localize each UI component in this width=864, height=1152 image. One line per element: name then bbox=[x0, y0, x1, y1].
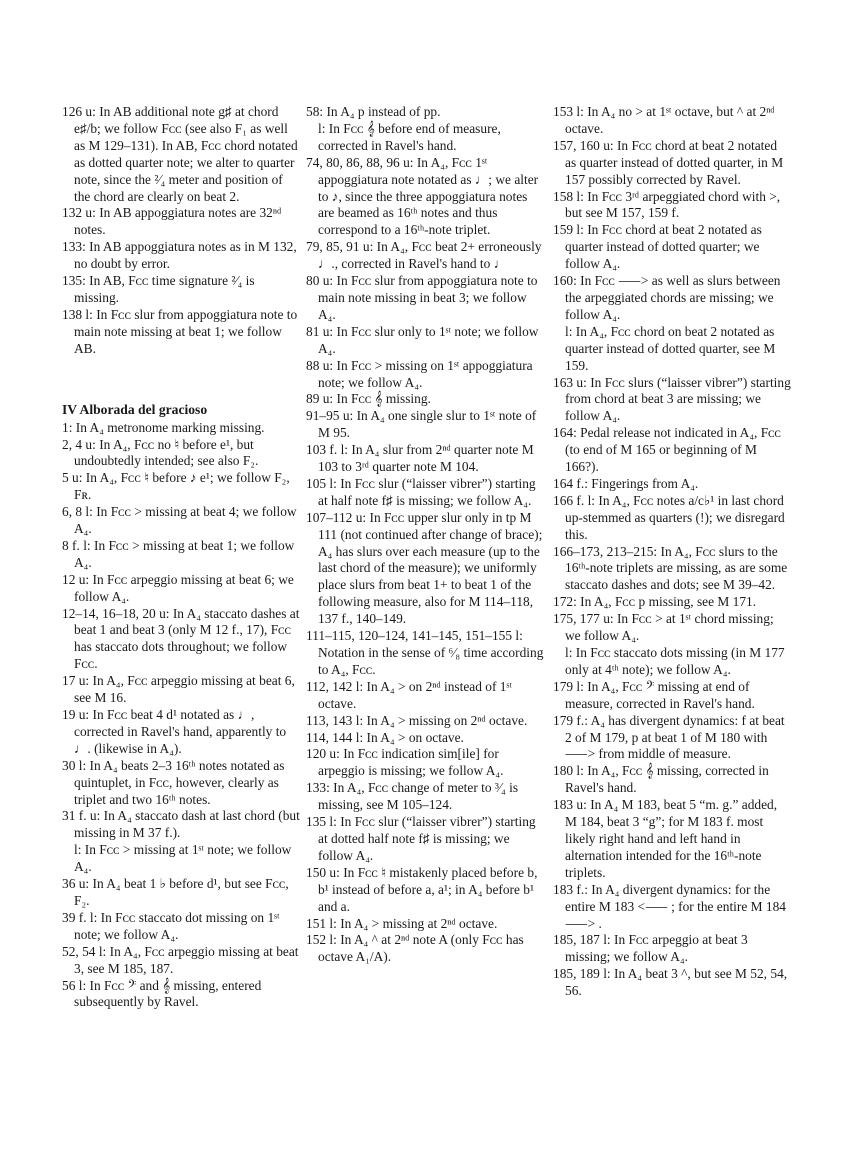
note-entry-continuation: l: In A₄, Fᴄᴄ chord on beat 2 notated as quarter instead of dotted quarter, see M 159. bbox=[565, 323, 776, 373]
note-entry: 166–173, 213–215: In A₄, Fᴄᴄ slurs to the 16ᵗʰ-note triplets are missing, as are some staccato dashes and dots; see M 39–42. bbox=[553, 543, 788, 593]
note-entry: 12–14, 16–18, 20 u: In A₄ staccato dashes at beat 1 and beat 3 (only M 12 f., 17), Fᴄᴄ has staccato dots throughout; we follow Fᴄᴄ. bbox=[62, 605, 300, 672]
note-entry: 152 l: In A₄ ^ at 2ⁿᵈ note A (only Fᴄᴄ has octave A₁/A). bbox=[306, 932, 524, 965]
note-entry-continuation: l: In Fᴄᴄ 𝄞 before end of measure, corrected in Ravel's hand. bbox=[318, 120, 501, 153]
note-entry: 105 l: In Fᴄᴄ slur (“laisser vibrer”) starting at half note f♯ is missing; we follow A₄. bbox=[306, 475, 536, 508]
note-entry: 133: In AB appoggiatura notes as in M 132, no doubt by error. bbox=[62, 239, 297, 272]
note-entry: 183 u: In A₄ M 183, beat 5 “m. g.” added, M 184, beat 3 “g”; for M 183 f. most likely right hand and left hand in alternation intended for the 16ᵗʰ-note triplets. bbox=[553, 797, 778, 880]
note-entry: 58: In A₄ p instead of pp. bbox=[306, 104, 441, 119]
note-entry: 88 u: In Fᴄᴄ > missing on 1ˢᵗ appoggiatura note; we follow A₄. bbox=[306, 357, 533, 390]
note-entry: 151 l: In A₄ > missing at 2ⁿᵈ octave. bbox=[306, 915, 498, 931]
note-entry: 103 f. l: In A₄ slur from 2ⁿᵈ quarter note M 103 to 3ʳᵈ quarter note M 104. bbox=[306, 442, 534, 475]
note-entry: 8 f. l: In Fᴄᴄ > missing at beat 1; we follow A₄. bbox=[62, 537, 295, 570]
note-entry-continuation: l: In Fᴄᴄ staccato dots missing (in M 177 only at 4ᵗʰ note); we follow A₄. bbox=[565, 645, 785, 677]
note-entry: 164 f.: Fingerings from A₄. bbox=[553, 475, 699, 491]
note-entry: 175, 177 u: In Fᴄᴄ > at 1ˢᵗ chord missing; we follow A₄. bbox=[553, 611, 774, 644]
note-entry: 164: Pedal release not indicated in A₄, Fᴄᴄ (to end of M 165 or beginning of M 166?). bbox=[553, 425, 781, 475]
note-entry: 150 u: In Fᴄᴄ ♮ mistakenly placed before b, b¹ instead of before a, a¹; in A₄ before b¹ and a. bbox=[306, 864, 538, 914]
note-entry: 56 l: In Fᴄᴄ 𝄢 and 𝄞 missing, entered subsequently by Ravel. bbox=[62, 977, 262, 1010]
note-entry: 30 l: In A₄ beats 2–3 16ᵗʰ notes notated as quintuplet, in Fᴄᴄ, however, clearly as triplet and two 16ᵗʰ notes. bbox=[62, 757, 285, 807]
note-entry: 180 l: In A₄, Fᴄᴄ 𝄞 missing, corrected in Ravel's hand. bbox=[553, 763, 769, 796]
note-entry: 81 u: In Fᴄᴄ slur only to 1ˢᵗ note; we follow A₄. bbox=[306, 323, 539, 356]
note-entry: 133: In A₄, Fᴄᴄ change of meter to ³⁄₄ is missing, see M 105–124. bbox=[306, 780, 519, 813]
note-entry: 36 u: In A₄ beat 1 ♭ before d¹, but see Fᴄᴄ, F₂. bbox=[62, 876, 289, 908]
note-entry: 158 l: In Fᴄᴄ 3ʳᵈ arpeggiated chord with >, but see M 157, 159 f. bbox=[553, 188, 781, 221]
note-entry: 5 u: In A₄, Fᴄᴄ ♮ before ♪ e¹; we follow F₂, Fʀ. bbox=[62, 470, 290, 503]
note-entry: 107–112 u: In Fᴄᴄ upper slur only in tp M 111 (not continued after change of brace); A₄ has slurs over each measure (up to the last chord of the measure); we uniformly place slurs from beat 1+ to beat 1 of the following measure, also for M 114–118, 137 f., 140–149. bbox=[306, 509, 543, 627]
note-entry: 52, 54 l: In A₄, Fᴄᴄ arpeggio missing at beat 3, see M 185, 187. bbox=[62, 943, 299, 976]
note-entry: 19 u: In Fᴄᴄ beat 4 d¹ notated as ♩, corrected in Ravel's hand, apparently to ♩. (likewise in A₄). bbox=[62, 707, 287, 756]
note-entry: 172: In A₄, Fᴄᴄ p missing, see M 171. bbox=[553, 594, 757, 610]
note-entry: 163 u: In Fᴄᴄ slurs (“laisser vibrer”) starting from chord at beat 3 are missing; we follow A₄. bbox=[553, 374, 791, 424]
column-1 bbox=[62, 104, 300, 1011]
note-entry: 79, 85, 91 u: In A₄, Fᴄᴄ beat 2+ erroneously ♩., corrected in Ravel's hand to ♩ bbox=[306, 239, 542, 272]
note-entry: 135: In AB, Fᴄᴄ time signature ²⁄₄ is missing. bbox=[62, 273, 255, 305]
note-entry: 1: In A₄ metronome marking missing. bbox=[62, 419, 265, 435]
note-entry: 2, 4 u: In A₄, Fᴄᴄ no ♮ before e¹, but undoubtedly intended; see also F₂. bbox=[62, 436, 259, 469]
note-entry: 179 l: In A₄, Fᴄᴄ 𝄢 missing at end of measure, corrected in Ravel's hand. bbox=[553, 678, 755, 711]
note-entry: 74, 80, 86, 88, 96 u: In A₄, Fᴄᴄ 1ˢᵗ appoggiatura note notated as ♩; we alter to ♪, since the three appoggiatura notes are beamed as 16ᵗʰ notes and thus correspond to a 16ᵗʰ-note triplet. bbox=[306, 154, 539, 238]
note-entry-continuation: l: In Fᴄᴄ > missing at 1ˢᵗ note; we follow A₄. bbox=[74, 842, 292, 875]
note-entry: 185, 187 l: In Fᴄᴄ arpeggio at beat 3 missing; we follow A₄. bbox=[553, 932, 748, 965]
column-3 bbox=[553, 104, 791, 1000]
note-entry: 183 f.: In A₄ divergent dynamics: for the entire M 183 <⸺ ; for the entire M 184 ⸺> . bbox=[553, 881, 786, 931]
column-2 bbox=[306, 104, 544, 966]
critical-notes-movement-iii-end bbox=[62, 104, 300, 358]
note-entry: 12 u: In Fᴄᴄ arpeggio missing at beat 6; we follow A₄. bbox=[62, 571, 294, 604]
note-entry: 120 u: In Fᴄᴄ indication sim[ile] for arpeggio is missing; we follow A₄. bbox=[306, 746, 504, 779]
note-entry: 91–95 u: In A₄ one single slur to 1ˢᵗ note of M 95. bbox=[306, 408, 537, 441]
note-entry: 138 l: In Fᴄᴄ slur from appoggiatura note to main note missing at beat 1; we follow AB. bbox=[62, 306, 298, 356]
note-entry: 126 u: In AB additional note g♯ at chord e♯/b; we follow Fᴄᴄ (see also F₁ as well as M 129–131). In AB, Fᴄᴄ chord notated as dotted quarter note; we alter to quarter note, since the ²⁄₄ meter and position of the chord are clearly on beat 2. bbox=[62, 104, 298, 204]
note-entry: 39 f. l: In Fᴄᴄ staccato dot missing on 1ˢᵗ note; we follow A₄. bbox=[62, 909, 280, 942]
note-entry: 114, 144 l: In A₄ > on octave. bbox=[306, 729, 464, 745]
note-entry: 179 f.: A₄ has divergent dynamics: f at beat 2 of M 179, p at beat 1 of M 180 with ⸺> from middle of measure. bbox=[553, 712, 785, 762]
note-entry: 157, 160 u: In Fᴄᴄ chord at beat 2 notated as quarter instead of dotted quarter, in M 157 possibly corrected by Ravel. bbox=[553, 137, 784, 187]
note-entry: 6, 8 l: In Fᴄᴄ > missing at beat 4; we follow A₄. bbox=[62, 504, 297, 537]
note-entry: 111–115, 120–124, 141–145, 151–155 l: Notation in the sense of ⁶⁄₈ time according to A₄, Fᴄᴄ. bbox=[306, 628, 544, 677]
critical-notes-movement-iv bbox=[62, 420, 300, 1012]
note-entry: 160: In Fᴄᴄ ⸺> as well as slurs between the arpeggiated chords are missing; we follow A₄. bbox=[553, 273, 781, 322]
note-entry: 89 u: In Fᴄᴄ 𝄞 missing. bbox=[306, 391, 431, 407]
note-entry: 31 f. u: In A₄ staccato dash at last chord (but missing in M 37 f.). bbox=[62, 808, 300, 841]
note-entry: 132 u: In AB appoggiatura notes are 32ⁿᵈ notes. bbox=[62, 205, 282, 238]
note-entry: 159 l: In Fᴄᴄ chord at beat 2 notated as quarter instead of dotted quarter; we follow A₄. bbox=[553, 222, 762, 272]
note-entry: 166 f. l: In A₄, Fᴄᴄ notes a/c♭¹ in last chord up-stemmed as quarters (!); we disregard this. bbox=[553, 492, 785, 542]
note-entry: 113, 143 l: In A₄ > missing on 2ⁿᵈ octave. bbox=[306, 712, 528, 728]
note-entry: 80 u: In Fᴄᴄ slur from appoggiatura note to main note missing in beat 3; we follow A₄. bbox=[306, 273, 538, 322]
note-entry: 17 u: In A₄, Fᴄᴄ arpeggio missing at beat 6, see M 16. bbox=[62, 673, 295, 706]
note-entry: 153 l: In A₄ no > at 1ˢᵗ octave, but ^ at 2ⁿᵈ octave. bbox=[553, 104, 775, 136]
note-entry: 135 l: In Fᴄᴄ slur (“laisser vibrer”) starting at dotted half note f♯ is missing; we follow A₄. bbox=[306, 814, 536, 863]
note-entry: 185, 189 l: In A₄ beat 3 ^, but see M 52, 54, 56. bbox=[553, 966, 788, 999]
note-entry: 112, 142 l: In A₄ > on 2ⁿᵈ instead of 1ˢᵗ octave. bbox=[306, 678, 512, 711]
section-heading: IV Alborada del gracioso bbox=[62, 401, 208, 417]
